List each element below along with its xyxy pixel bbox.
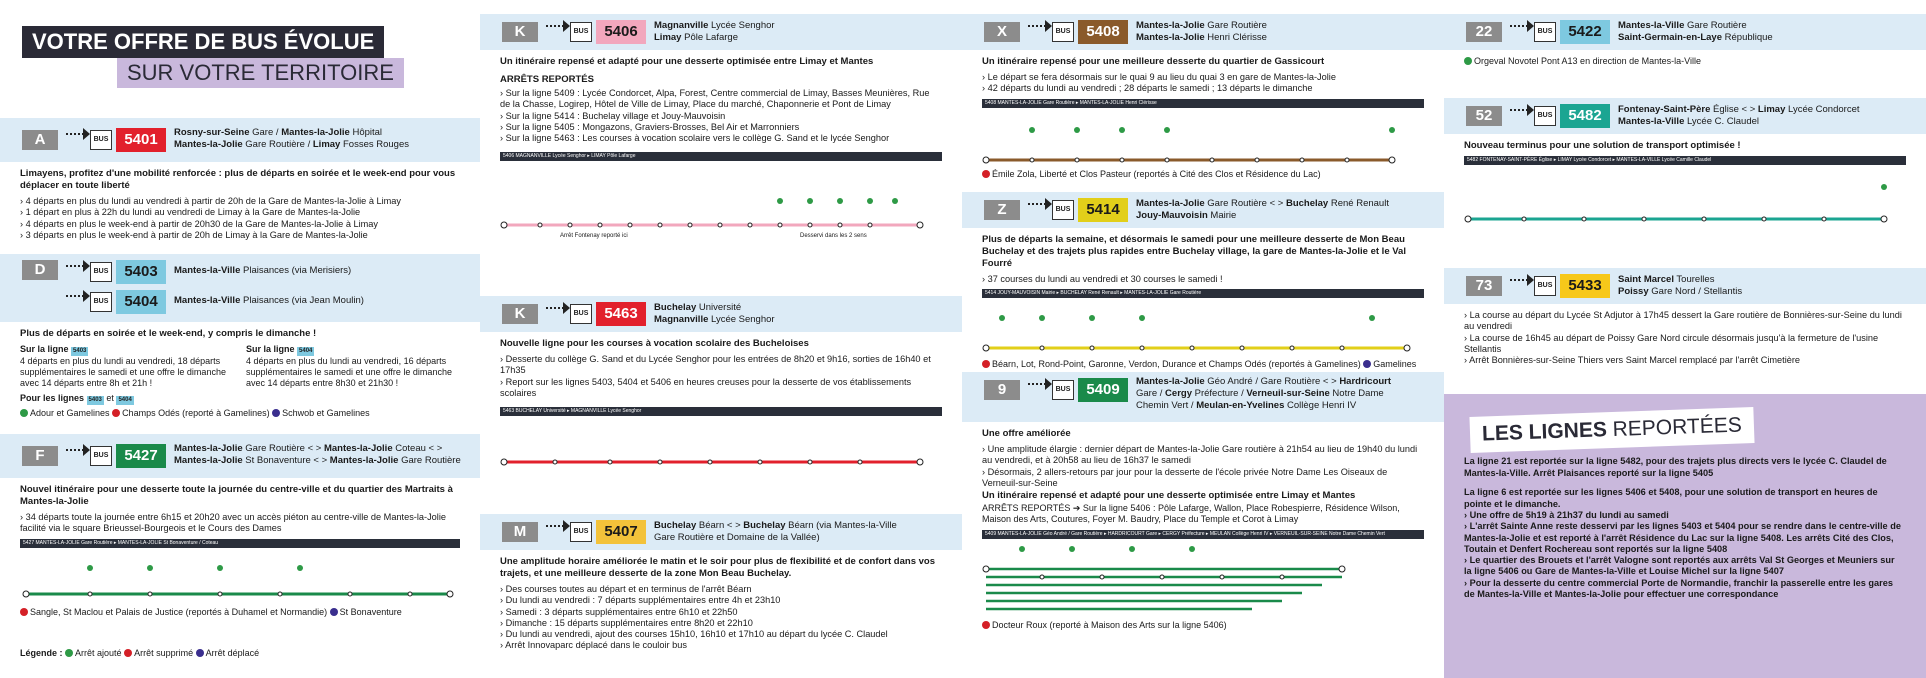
line-intro: Une offre améliorée xyxy=(982,428,1071,439)
line-m-header: M BUS 5407 Buchelay Béarn < > Buchelay Béarn (via Mantes-la-Ville Gare Routière et Domaine de la Vallée) xyxy=(480,514,962,550)
line-intro: Nouvel itinéraire pour une desserte toute la journée du centre-ville et du quartier des Martraits à Mantes-la-Jolie xyxy=(20,484,453,507)
bus-icon: BUS xyxy=(1052,22,1074,42)
arrow-icon xyxy=(66,449,88,463)
line-letter: Z xyxy=(984,200,1020,220)
legend: Légende : Arrêt ajouté Arrêt supprimé Arrêt déplacé xyxy=(20,648,260,658)
route-diagram xyxy=(982,298,1424,356)
line-details: › La course au départ du Lycée St Adjutor à 17h45 dessert la Gare routière de Bonnières-sur-Seine du lundi au vendredi › La course de 16h45 au départ de Poissy Gare Nord circule désormais jusqu'à la fermeture de l'usine Stellantis › Arrêt Bonnières-sur-Seine Thiers vers Saint Marcel remplacé par l'arrêt Cimetière xyxy=(1464,310,1906,366)
line-22-section xyxy=(1444,14,1926,69)
arrow-icon xyxy=(1028,203,1050,217)
bus-icon: BUS xyxy=(90,292,112,312)
arrow-icon xyxy=(1510,25,1532,39)
arrow-icon xyxy=(66,265,88,279)
line-number: 5403 xyxy=(116,260,166,284)
line-letter: A xyxy=(22,130,58,150)
title-line-1: VOTRE OFFRE DE BUS ÉVOLUE xyxy=(22,26,384,58)
line-details: › Sur la ligne 5409 : Lycée Condorcet, Alpa, Forest, Centre commercial de Limay, Basses Meunières, Rue de la Chasse, Logirep, Hôtel de Ville de Limay, Place du marché, Chaponnerie et Pont de Limay › Sur la ligne 5414 : Buchelay village et Jouy-Mauvoisin › Sur la ligne 5405 : Mongazons, Graviers-Brosses, Bel Air et Marronniers › Sur la ligne 5463 : Les courses à vocation scolaire vers le collège G. Sand et le lycée Senghor xyxy=(500,88,942,144)
line-number: 5406 xyxy=(596,20,646,44)
reported-paragraph-2: La ligne 6 est reportée sur les lignes 5406 et 5408, pour une solution de transport en heures de pointe et le dimanche. xyxy=(1464,487,1878,509)
line-9-section xyxy=(962,372,1444,633)
line-letter: X xyxy=(984,22,1020,42)
bus-icon: BUS xyxy=(1052,380,1074,400)
column-1 xyxy=(0,0,480,678)
line-details: › Le départ se fera désormais sur le quai 9 au lieu du quai 3 en gare de Mantes-la-Jolie › 42 départs du lundi au vendredi ; 28 départs le samedi ; 13 départs le dimanche xyxy=(982,72,1424,95)
route-diagram: Arrêt Fontenay reporté ici Desservi dans les 2 sens xyxy=(500,161,942,247)
line-number: 5427 xyxy=(116,444,166,468)
reported-lines-section xyxy=(1464,412,1904,600)
line-number: 5433 xyxy=(1560,274,1610,298)
line-a-section xyxy=(0,118,480,241)
reported-details: › Une offre de 5h19 à 21h37 du lundi au samedi › L'arrêt Sainte Anne reste desservi par les lignes 5403 et 5404 pour se rendre dans le centre-ville de Mantes-la-Jolie et est reporté à l'arrêt Résidence du Lac sur la ligne 5408. Les arrêts Cité des Clos, Toutain et Denfert Rochereau sont reportés sur la ligne 5408 › Le quartier des Brouets et l'arrêt Valogne sont reportés aux arrêts Val St Georges et Meuniers sur la ligne 5406 ou Gare de Mantes-la-Ville et Louise Michel sur la ligne 5407 › Pour la desserte du centre commercial Porte de Normandie, franchir la passerelle entre les gares de Mantes-la-Ville et Mantes-la-Jolie pour effectuer une correspondance xyxy=(1464,510,1904,600)
route-diagram xyxy=(982,108,1424,166)
line-intro: Un itinéraire repensé pour une meilleure desserte du quartier de Gassicourt xyxy=(982,56,1325,67)
bus-icon: BUS xyxy=(1052,200,1074,220)
reported-stops-title: ARRÊTS REPORTÉS xyxy=(500,74,594,85)
arrow-icon xyxy=(546,25,568,39)
line-x-note: Émile Zola, Liberté et Clos Pasteur (reportés à Cité des Clos et Résidence du Lac) xyxy=(982,169,1424,179)
arrow-icon xyxy=(1028,383,1050,397)
page-title xyxy=(22,26,404,88)
line-k-5406-section xyxy=(480,14,962,247)
line-intro: Plus de départs en soirée et le week-end, y compris le dimanche ! xyxy=(20,328,317,339)
route-strip: 5463 BUCHELAY Université ▸ MAGNANVILLE Lycée Senghor xyxy=(500,407,942,416)
reported-lines-title: LES LIGNES REPORTÉES xyxy=(1469,407,1754,453)
bus-icon: BUS xyxy=(1534,106,1556,126)
line-z-notes: Béarn, Lot, Rond-Point, Garonne, Verdon, Durance et Champs Odés (reportés à Gamelines) Gamelines xyxy=(982,359,1424,369)
arrow-icon xyxy=(546,307,568,321)
line-details: › 37 courses du lundi au vendredi et 30 courses le samedi ! xyxy=(982,274,1424,285)
line-intro-2: Un itinéraire repensé et adapté pour une desserte optimisée entre Limay et Mantes xyxy=(982,490,1356,502)
line-number: 5409 xyxy=(1078,378,1128,402)
bus-icon: BUS xyxy=(90,262,112,282)
arrow-icon xyxy=(66,295,88,309)
arrow-icon xyxy=(1510,279,1532,293)
line-d-notes: Adour et Gamelines Champs Odés (reporté à Gamelines) Schwob et Gamelines xyxy=(20,408,460,418)
line-x-section xyxy=(962,14,1444,182)
reported-stops: ARRÊTS REPORTÉS ➔ Sur la ligne 5406 : Pôle Lafarge, Wallon, Place Robespierre, Résidence Wilson, Maison des Arts, Coutures, Foyer M. Baudry, Place du Temple et Corot à Limay xyxy=(982,503,1400,525)
column-3 xyxy=(962,0,1444,678)
arrow-icon xyxy=(66,133,88,147)
line-letter: 73 xyxy=(1466,276,1502,296)
line-number: 5414 xyxy=(1078,198,1128,222)
line-number: 5463 xyxy=(596,302,646,326)
line-letter: K xyxy=(502,22,538,42)
line-73-header: 73 BUS 5433 Saint Marcel Tourelles Poissy Gare Nord / Stellantis xyxy=(1444,268,1926,304)
line-22-note: Orgeval Novotel Pont A13 en direction de Mantes-la-Ville xyxy=(1464,56,1906,66)
bus-icon: BUS xyxy=(570,22,592,42)
route-strip: 5482 FONTENAY-SAINT-PÈRE Église ▸ LIMAY Lycée Condorcet ▸ MANTES-LA-VILLE Lycée Camille Claudel xyxy=(1464,156,1906,165)
arrow-icon xyxy=(546,525,568,539)
line-letter: K xyxy=(502,304,538,324)
line-details: › Des courses toutes au départ et en terminus de l'arrêt Béarn › Du lundi au vendredi : 7 départs supplémentaires entre 4h et 23h10 › Samedi : 3 départs supplémentaires entre 6h10 et 22h50 › Dimanche : 15 départs supplémentaires entre 8h20 et 22h10 › Du lundi au vendredi, ajout des courses 15h10, 16h10 et 17h10 au départ du lycée C. Claudel › Arrêt Innovaparc déplacé dans le couloir bus xyxy=(500,584,942,652)
line-letter: 9 xyxy=(984,380,1020,400)
line-letter: 52 xyxy=(1466,106,1502,126)
line-k-header: K BUS 5463 Buchelay Université Magnanville Lycée Senghor xyxy=(480,296,962,332)
line-52-header: 52 BUS 5482 Fontenay-Saint-Père Église < > Limay Lycée Condorcet Mantes-la-Ville Lycée C. Claudel xyxy=(1444,98,1926,134)
line-z-header: Z BUS 5414 Mantes-la-Jolie Gare Routière < > Buchelay René Renault Jouy-Mauvoisin Mairie xyxy=(962,192,1444,228)
line-intro: Nouveau terminus pour une solution de transport optimisée ! xyxy=(1464,140,1741,151)
line-intro: Limayens, profitez d'une mobilité renforcée : plus de départs en soirée et le week-end pour vous déplacer en toute liberté xyxy=(20,168,456,191)
line-f-section xyxy=(0,434,480,620)
arrow-icon xyxy=(1510,109,1532,123)
line-number: 5408 xyxy=(1078,20,1128,44)
route-strip: 5408 MANTES-LA-JOLIE Gare Routière ▸ MANTES-LA-JOLIE Henri Clérisse xyxy=(982,99,1424,108)
line-intro: Plus de départs la semaine, et désormais le samedi pour une meilleure desserte de Mon Beau Buchelay et des trajets plus rapides entre Buchelay village, la gare de Mantes-la-Jolie et le Val Fourré xyxy=(982,234,1406,269)
title-line-2: SUR VOTRE TERRITOIRE xyxy=(117,58,404,88)
bus-icon: BUS xyxy=(90,446,112,466)
route-diagram xyxy=(20,548,460,604)
line-details: › 34 départs toute la journée entre 6h15 et 20h20 avec un accès piéton au centre-ville de Mantes-la-Jolie facilité via le square Brieussel-Bourgeois et le Cours des Dames xyxy=(20,512,460,535)
line-x-header: X BUS 5408 Mantes-la-Jolie Gare Routière Mantes-la-Jolie Henri Clérisse xyxy=(962,14,1444,50)
line-d-details: Sur la ligne 5403 4 départs en plus du lundi au vendredi, 18 départs supplémentaires le samedi et une offre le dimanche avec 14 départs entre 8h et 21h ! Sur la ligne 5404 4 départs en plus du lundi au vendredi, 16 départs supplémentaires le samedi et une offre le dimanche avec 14 départs entre 8h30 et 21h30 ! xyxy=(20,344,452,388)
line-a-header xyxy=(0,118,480,162)
route-diagram xyxy=(982,539,1424,617)
bus-icon: BUS xyxy=(90,130,112,150)
bus-icon: BUS xyxy=(1534,22,1556,42)
reported-paragraph-1: La ligne 21 est reportée sur la ligne 5482, pour des trajets plus directs vers le lycée C. Claudel de Mantes-la-Ville. Arrêt Plaisances reporté sur la ligne 5405 xyxy=(1464,456,1887,478)
line-intro: Un itinéraire repensé et adapté pour une desserte optimisée entre Limay et Mantes xyxy=(500,56,874,67)
line-intro: Nouvelle ligne pour les courses à vocation scolaire des Bucheloises xyxy=(500,338,809,349)
column-4 xyxy=(1444,0,1926,678)
line-d-section: D BUS 5403 Mantes-la-Ville Plaisances (via Merisiers) BUS 5404 Mantes-la-Ville Plaisances (via Jean Moulin) Plus de départs en soirée et le week-end, y compris le dimanche ! Sur la ligne 5403 4 départs en plus du lundi au vendredi, 18 départs supplémentaires le samedi et une offre le dimanche avec 14 départs entre 8h et 21h ! Sur la ligne 5404 4 départs en plus du lundi au vendredi, 16 départs supplémentaires le samedi et une offre le dimanche avec 14 départs entre 8h30 et 21h30 ! Pour les lignes 5403 et 5404 Adour et Gamelines Champs Odés (reporté à Gamelines) Schwob et Gamelines xyxy=(0,254,480,421)
bus-icon: BUS xyxy=(570,522,592,542)
route-strip: 5414 JOUY-MAUVOISIN Mairie ▸ BUCHELAY René Renault ▸ MANTES-LA-JOLIE Gare Routière xyxy=(982,289,1424,298)
route-diagram xyxy=(500,416,942,474)
line-9-note: Docteur Roux (reporté à Maison des Arts sur la ligne 5406) xyxy=(982,620,1424,630)
line-k-header: K BUS 5406 Magnanville Lycée Senghor Limay Pôle Lafarge xyxy=(480,14,962,50)
route-strip: 5427 MANTES-LA-JOLIE Gare Routière ▸ MANTES-LA-JOLIE St Bonaventure / Coteau xyxy=(20,539,460,548)
line-73-section xyxy=(1444,268,1926,366)
line-m-section xyxy=(480,514,962,652)
column-2 xyxy=(480,0,962,678)
line-letter: D xyxy=(22,260,58,280)
line-letter: 22 xyxy=(1466,22,1502,42)
line-k-5463-section xyxy=(480,296,962,474)
line-number: 5422 xyxy=(1560,20,1610,44)
line-letter: M xyxy=(502,522,538,542)
line-number: 5404 xyxy=(116,290,166,314)
line-intro: Une amplitude horaire améliorée le matin et le soir pour plus de flexibilité et de confort dans vos trajets, et une meilleure desserte de la zone Mon Beau Buchelay. xyxy=(500,556,935,579)
route-strip: 5409 MANTES-LA-JOLIE Géo André / Gare Routière ▸ HARDRICOURT Gare ▸ CERGY Préfecture ▸ MEULAN Collège Henri IV ▸ VERNEUIL-SUR-SEINE Notre Dame Chemin Vert xyxy=(982,530,1424,539)
line-number: 5407 xyxy=(596,520,646,544)
bus-icon: BUS xyxy=(1534,276,1556,296)
arrow-icon xyxy=(1028,25,1050,39)
line-details: › Desserte du collège G. Sand et du Lycée Senghor pour les entrées de 8h20 et 9h16, sorties de 16h40 et 17h35 › Report sur les lignes 5403, 5404 et 5406 en heures creuses pour la desserte de vos établissements scolaires xyxy=(500,354,942,399)
route-strip: 5406 MAGNANVILLE Lycée Senghor ▸ LIMAY Pôle Lafarge xyxy=(500,152,942,161)
line-9-header: 9 BUS 5409 Mantes-la-Jolie Géo André / Gare Routière < > Hardricourt Gare / Cergy Préfecture / Verneuil-sur-Seine Notre Dame Chemin Vert / Meulan-en-Yvelines Collège Henri IV xyxy=(962,372,1444,422)
line-details: › 4 départs en plus du lundi au vendredi à partir de 20h de la Gare de Mantes-la-Jolie à Limay › 1 départ en plus à 22h du lundi au vendredi de Limay à la Gare de Mantes-la-Jolie › 4 départs en plus le week-end à partir de 20h30 de la Gare de Mantes-la-Jolie à Limay › 3 départs en plus le week-end à partir de 20h de Limay à la Gare de Mantes-la-Jolie xyxy=(20,196,460,241)
route-diagram xyxy=(1464,165,1906,225)
line-details: › Une amplitude élargie : dernier départ de Mantes-la-Jolie Gare routière à 21h54 au lieu de 19h40 du lundi au vendredi, et à 20h58 au lieu de 16h37 le samedi › Désormais, 2 allers-retours par jour pour la desserte de l'école privée Notre Dame Les Oiseaux de Verneuil-sur-Seine xyxy=(982,444,1424,489)
line-52-section xyxy=(1444,98,1926,225)
line-22-header: 22 BUS 5422 Mantes-la-Ville Gare Routière Saint-Germain-en-Laye République xyxy=(1444,14,1926,50)
col4-upper xyxy=(1444,0,1926,394)
line-letter: F xyxy=(22,446,58,466)
line-f-notes: Sangle, St Maclou et Palais de Justice (reportés à Duhamel et Normandie) St Bonaventure xyxy=(20,607,460,617)
line-z-section xyxy=(962,192,1444,372)
line-f-header xyxy=(0,434,480,478)
line-number: 5482 xyxy=(1560,104,1610,128)
line-destination: Mantes-la-Jolie Gare Routière < > Mantes-la-Jolie Coteau < > Mantes-la-Jolie St Bonaventure < > Mantes-la-Jolie Gare Routière xyxy=(174,443,461,466)
bus-icon: BUS xyxy=(570,304,592,324)
line-destination: Rosny-sur-Seine Gare / Mantes-la-Jolie Hôpital Mantes-la-Jolie Gare Routière / Limay Fosses Rouges xyxy=(174,127,409,150)
line-number: 5401 xyxy=(116,128,166,152)
line-d-header: D BUS 5403 Mantes-la-Ville Plaisances (via Merisiers) BUS 5404 Mantes-la-Ville Plaisances (via Jean Moulin) xyxy=(0,254,480,322)
